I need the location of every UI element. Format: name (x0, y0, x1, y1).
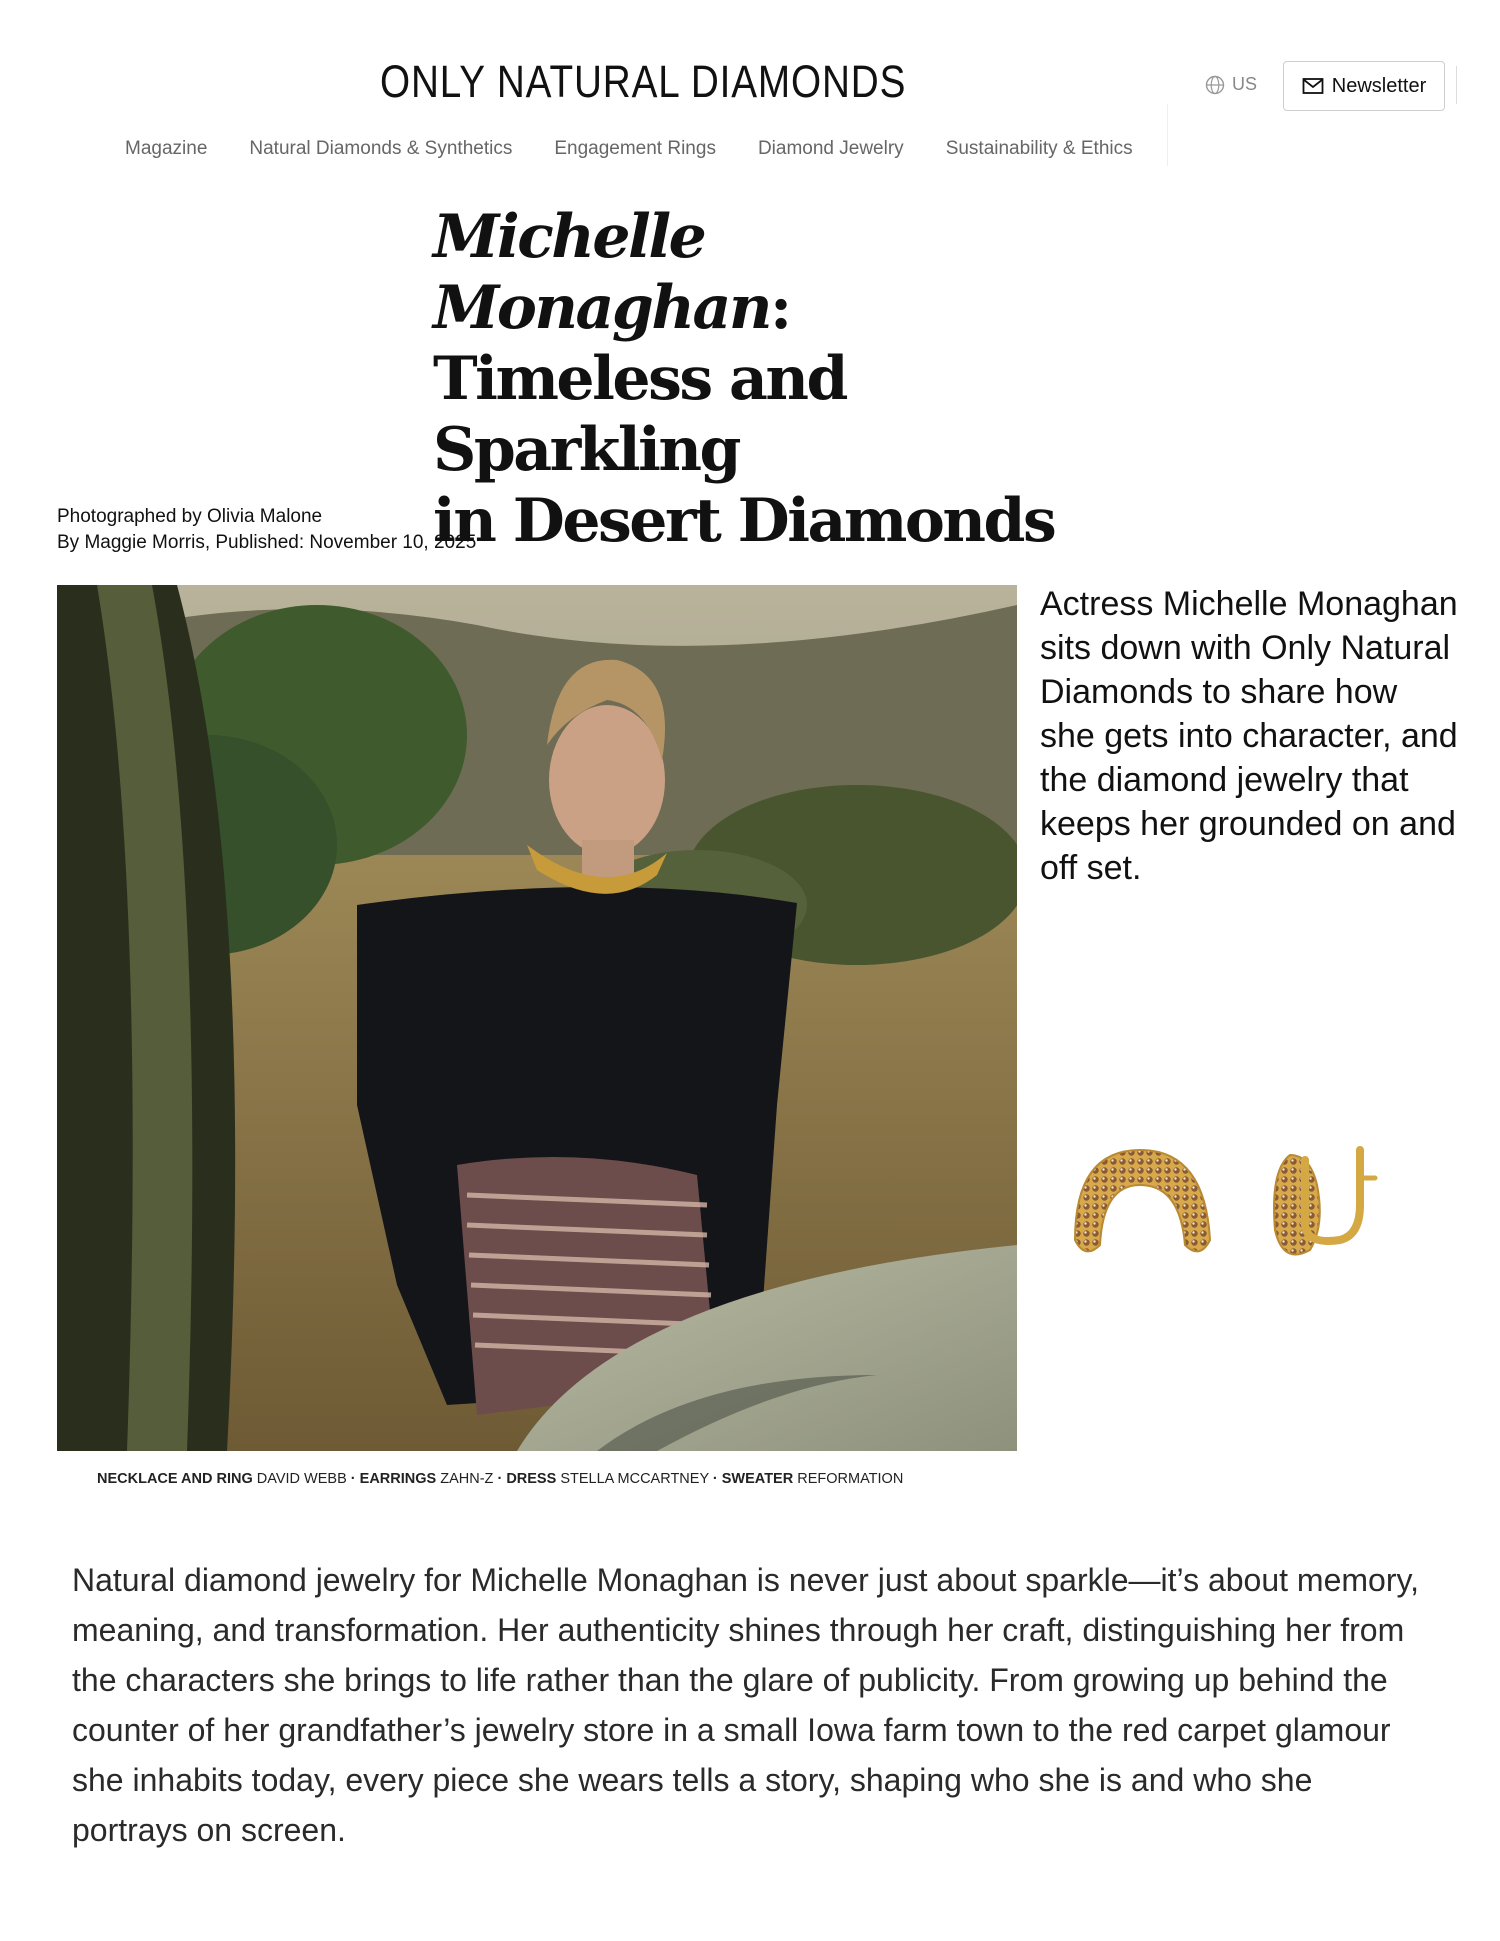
credit-label: SWEATER (721, 1471, 794, 1487)
region-label: US (1232, 74, 1258, 94)
photographer-credit: Photographed by Olivia Malone (57, 506, 323, 527)
title-line-2: Timeless and Sparkling (433, 344, 846, 485)
credit-separator: · (350, 1471, 356, 1487)
nav-item-sustainability-ethics[interactable]: Sustainability & Ethics (945, 138, 1133, 159)
credit-label: DRESS (506, 1471, 557, 1487)
title-name-line (433, 202, 1073, 344)
title-name: Michelle Monaghan (433, 202, 771, 343)
newsletter-label: Newsletter (1331, 74, 1427, 97)
article-intro: Actress Michelle Monaghan sits down with Only Natural Diamonds to share how she gets into character, and the diamond jewelry that keeps her grounded on and off set. (1040, 585, 1458, 887)
credit-separator: · (497, 1471, 503, 1487)
outfit-credits (97, 1471, 903, 1487)
nav-item-engagement-rings[interactable]: Engagement Rings (554, 138, 716, 159)
credit-separator: · (712, 1471, 718, 1487)
nav-item-magazine[interactable]: Magazine (125, 138, 208, 159)
credit-label: EARRINGS (359, 1471, 437, 1487)
earrings-product-image (1055, 1130, 1425, 1280)
author-date: By Maggie Morris, Published: November 10, 2025 (57, 532, 477, 553)
credit-label: NECKLACE AND RING (97, 1471, 253, 1487)
hero-photo-illustration (57, 585, 1017, 1451)
article-body-paragraph: Natural diamond jewelry for Michelle Monaghan is never just about sparkle—it’s about memory, meaning, and transformation. Her authenticity shines through her craft, distinguishing her from the characters she brings to life rather than the glare of publicity. From growing up behind the counter of her grandfather’s jewelry store in a small Iowa farm town to the red carpet glamour she inhabits today, every piece she wears tells a story, shaping who she is and who she portrays on screen. (72, 1562, 1419, 1848)
credit-value: STELLA MCCARTNEY (560, 1471, 709, 1487)
globe-icon (1205, 75, 1225, 95)
title-colon: : (770, 273, 790, 343)
region-selector[interactable] (1205, 74, 1257, 95)
newsletter-button[interactable] (1283, 61, 1445, 111)
mail-icon (1302, 77, 1324, 95)
nav-divider (1167, 104, 1168, 166)
nav-item-natural-diamonds-synthetics[interactable]: Natural Diamonds & Synthetics (249, 138, 513, 159)
site-logo[interactable]: ONLY NATURAL DIAMONDS (380, 56, 907, 107)
title-line-3: in Desert Diamonds (433, 486, 1055, 556)
credit-value: ZAHN-Z (440, 1471, 494, 1487)
main-nav (125, 138, 1133, 160)
credit-value: REFORMATION (797, 1471, 904, 1487)
header-divider (1456, 66, 1457, 104)
article-title (433, 202, 1073, 557)
credit-value: DAVID WEBB (256, 1471, 347, 1487)
hero-photo (57, 585, 1017, 1451)
nav-item-diamond-jewelry[interactable]: Diamond Jewelry (757, 138, 904, 159)
byline (57, 504, 476, 556)
